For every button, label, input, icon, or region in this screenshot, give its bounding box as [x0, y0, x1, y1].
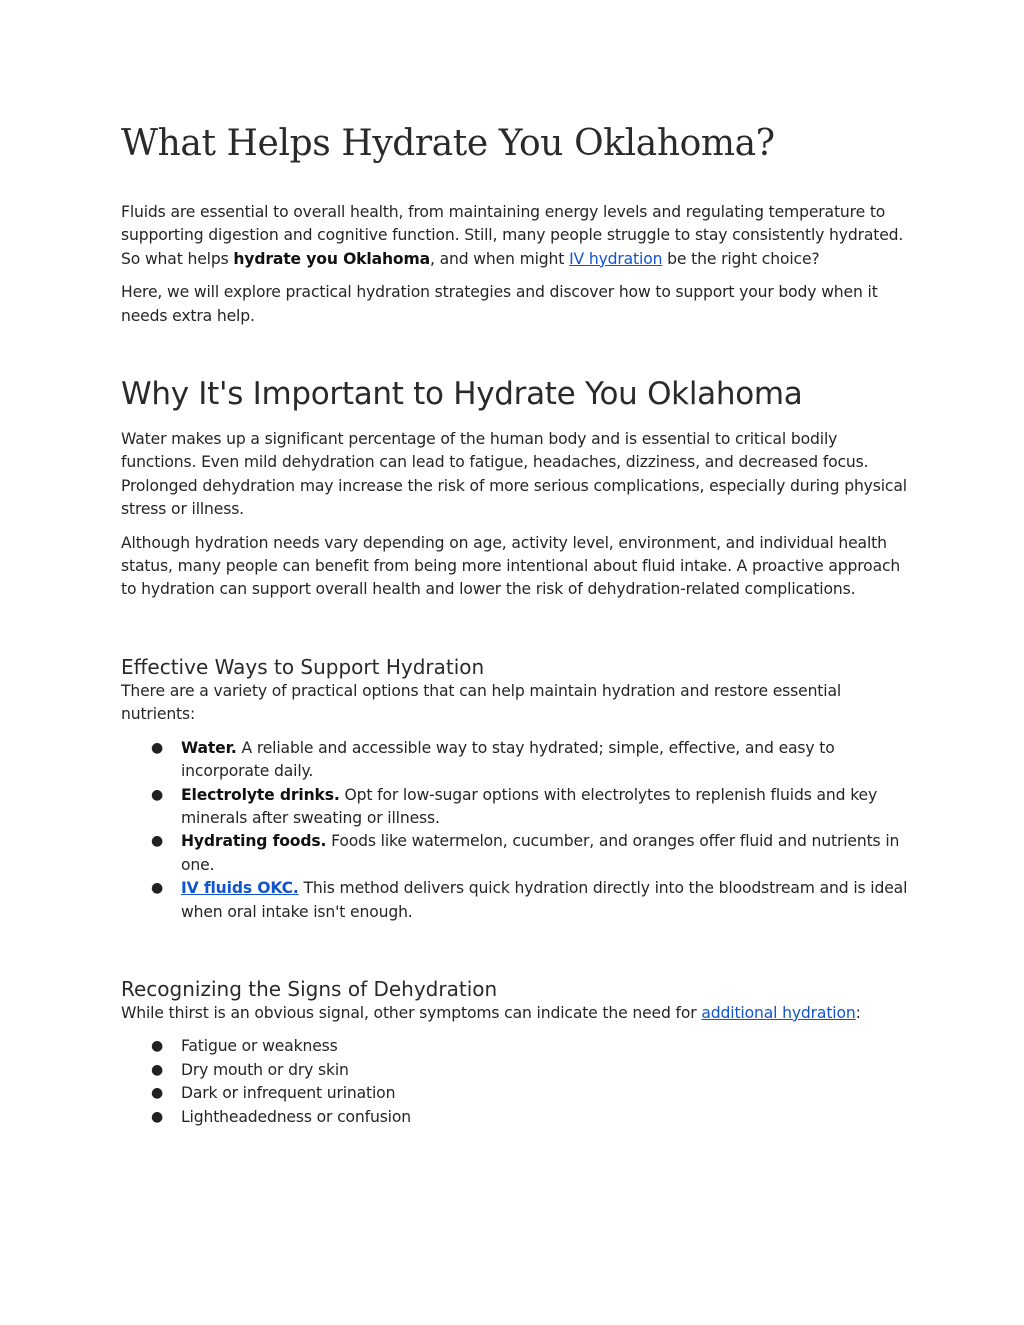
intro-paragraph-2: Here, we will explore practical hydration strategies and discover how to support your body when it needs extra help. — [121, 283, 878, 325]
list-item — [121, 784, 911, 831]
intro-text-c: be the right choice? — [662, 249, 820, 268]
bullet-icon: ● — [151, 833, 164, 850]
importance-paragraph-2: Although hydration needs vary depending on age, activity level, environment, and individual health status, many people can benefit from being more intentional about fluid intake. A proactive approach to hydration can support overall health and lower the risk of dehydration-related complications. — [121, 533, 901, 599]
section-heading-signs: Recognizing the Signs of Dehydration — [121, 976, 498, 1001]
list-item-text: Foods like watermelon, cucumber, and oranges offer fluid and nutrients in one. — [181, 832, 900, 874]
signs-list — [121, 1035, 911, 1129]
signs-intro — [121, 1002, 911, 1025]
additional-hydration-link[interactable]: additional hydration — [701, 1003, 856, 1022]
list-item-text: Fatigue or weakness — [181, 1037, 338, 1056]
iv-fluids-okc-link[interactable]: IV fluids OKC. — [181, 879, 299, 898]
list-item-text: Dark or infrequent urination — [181, 1084, 396, 1103]
intro-text-b: , and when might — [429, 249, 570, 268]
list-item-text: Opt for low-sugar options with electrolytes to replenish fluids and key minerals after sweating or illness. — [181, 785, 878, 827]
bullet-icon: ● — [151, 786, 164, 803]
list-item — [121, 877, 911, 924]
list-item — [121, 830, 911, 877]
document-body — [121, 118, 911, 1129]
signs-intro-text: While thirst is an obvious signal, other symptoms can indicate the need for — [121, 1003, 702, 1022]
list-item — [121, 1059, 911, 1082]
ways-intro: There are a variety of practical options that can help maintain hydration and restore essential nutrients: — [121, 681, 842, 724]
ways-list — [121, 737, 911, 924]
importance-paragraph-1: Water makes up a significant percentage of the human body and is essential to critical bodily functions. Even mild dehydration can lead to fatigue, headaches, dizziness, and decreased focus. Prolonged dehydration may increase the risk of more serious complications, especially during physical stress or illness. — [121, 430, 907, 519]
bullet-icon: ● — [151, 1038, 164, 1055]
bullet-icon: ● — [151, 880, 164, 897]
page-title: What Helps Hydrate You Oklahoma? — [121, 123, 775, 164]
list-item — [121, 1082, 911, 1105]
section-heading-ways: Effective Ways to Support Hydration — [121, 654, 485, 679]
iv-hydration-link[interactable]: IV hydration — [569, 249, 663, 268]
list-item-bold: Water. — [181, 738, 237, 757]
list-item-bold: Hydrating foods. — [181, 832, 327, 851]
list-item-bold: Electrolyte drinks. — [181, 785, 340, 804]
list-item-text: Dry mouth or dry skin — [181, 1060, 349, 1079]
bullet-icon: ● — [151, 1108, 164, 1125]
bullet-icon: ● — [151, 1085, 164, 1102]
list-item — [121, 1035, 911, 1058]
list-item-text: Lightheadedness or confusion — [181, 1107, 411, 1126]
list-item-text: This method delivers quick hydration directly into the bloodstream and is ideal when oral intake isn't enough. — [181, 879, 908, 921]
intro-text-a: Fluids are essential to overall health, from maintaining energy levels and regulating temperature to supporting digestion and cognitive function. Still, many people struggle to stay consistently hydrated. So what helps — [121, 203, 904, 268]
section-heading-importance: Why It's Important to Hydrate You Oklahoma — [121, 376, 803, 413]
list-item — [121, 1106, 911, 1129]
list-item-text: A reliable and accessible way to stay hydrated; simple, effective, and easy to incorporate daily. — [181, 738, 835, 781]
intro-paragraph-1 — [121, 201, 911, 271]
bullet-icon: ● — [151, 1061, 164, 1078]
bullet-icon: ● — [151, 739, 164, 756]
intro-bold-keyword: hydrate you Oklahoma — [233, 249, 430, 268]
list-item — [121, 737, 911, 784]
signs-intro-punct: : — [855, 1003, 861, 1022]
